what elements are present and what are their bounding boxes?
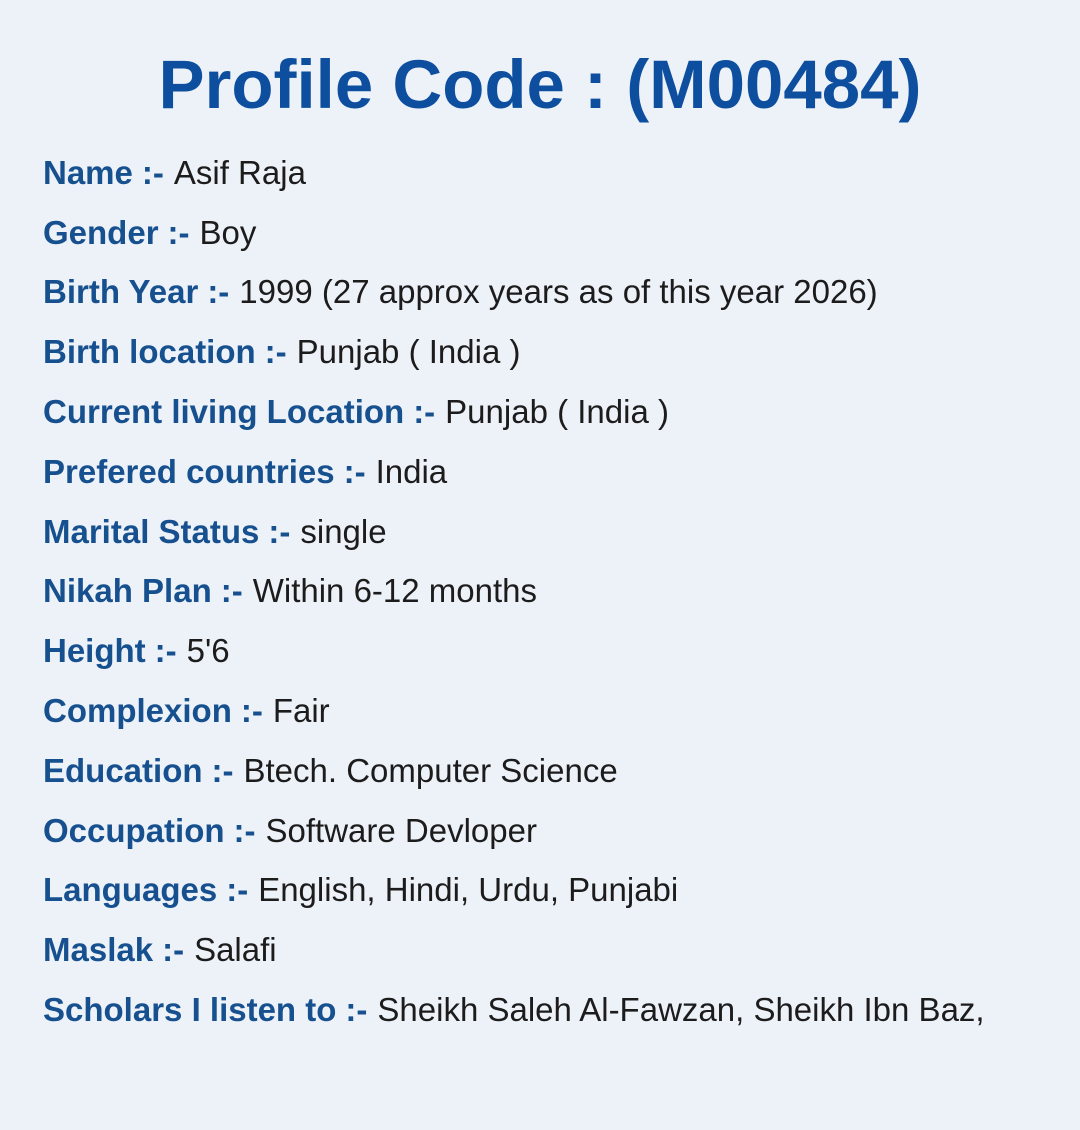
field-label: Nikah Plan — [43, 572, 212, 610]
field-value: single — [300, 512, 387, 550]
profile-card — [0, 46, 1080, 1130]
field-row-gender — [43, 203, 1050, 263]
field-label: Maslak — [43, 931, 154, 969]
field-separator: :- — [345, 991, 368, 1029]
field-separator: :- — [240, 692, 263, 730]
field-value: Asif Raja — [173, 153, 306, 191]
field-value: Punjab ( India ) — [296, 333, 521, 371]
field-label: Birth Year — [43, 273, 199, 311]
field-value: 5'6 — [186, 632, 230, 670]
field-separator: :- — [233, 811, 256, 849]
field-label: Occupation — [43, 811, 225, 849]
field-separator: :- — [343, 452, 366, 490]
field-separator: :- — [264, 333, 287, 371]
field-value: Boy — [199, 213, 257, 251]
field-label: Marital Status — [43, 512, 260, 550]
field-separator: :- — [220, 572, 243, 610]
field-separator: :- — [268, 512, 291, 550]
field-row-occupation — [43, 801, 1050, 861]
field-label: Prefered countries — [43, 452, 335, 490]
field-separator: :- — [226, 871, 249, 909]
field-row-complexion — [43, 681, 1050, 741]
field-separator: :- — [167, 213, 190, 251]
field-separator: :- — [211, 751, 234, 789]
field-row-birth-year — [43, 263, 1050, 323]
field-separator: :- — [162, 931, 185, 969]
field-separator: :- — [413, 393, 436, 431]
field-label: Languages — [43, 871, 218, 909]
field-label: Gender — [43, 213, 159, 251]
field-value: Salafi — [194, 931, 277, 969]
field-row-name — [43, 143, 1050, 203]
field-value: Punjab ( India ) — [445, 393, 669, 431]
page-title: Profile Code : (M00484) — [158, 46, 922, 123]
field-row-maslak — [43, 920, 1050, 980]
field-separator: :- — [154, 632, 177, 670]
field-label: Complexion — [43, 692, 232, 730]
field-row-prefered-countries — [43, 442, 1050, 502]
field-row-education — [43, 741, 1050, 801]
field-label: Birth location — [43, 333, 256, 371]
field-row-birth-location — [43, 322, 1050, 382]
profile-fields-list — [43, 143, 1050, 1040]
field-value: Software Devloper — [265, 811, 537, 849]
field-label: Education — [43, 751, 203, 789]
field-label: Scholars I listen to — [43, 991, 337, 1029]
field-value: Btech. Computer Science — [243, 751, 618, 789]
field-label: Height — [43, 632, 146, 670]
field-value: Fair — [272, 692, 330, 730]
field-row-languages — [43, 861, 1050, 921]
field-row-marital-status — [43, 502, 1050, 562]
field-value: 1999 (27 approx years as of this year 2026) — [239, 273, 878, 311]
field-value: Sheikh Saleh Al-Fawzan, Sheikh Ibn Baz, — [377, 991, 985, 1029]
field-row-scholars — [43, 980, 1050, 1040]
field-row-height — [43, 621, 1050, 681]
field-row-current-location — [43, 382, 1050, 442]
field-value: Within 6-12 months — [252, 572, 538, 610]
field-value: English, Hindi, Urdu, Punjabi — [258, 871, 679, 909]
field-separator: :- — [207, 273, 230, 311]
field-value: India — [375, 452, 448, 490]
field-label: Current living Location — [43, 393, 405, 431]
field-label: Name — [43, 153, 133, 191]
field-row-nikah-plan — [43, 562, 1050, 622]
field-separator: :- — [141, 153, 164, 191]
